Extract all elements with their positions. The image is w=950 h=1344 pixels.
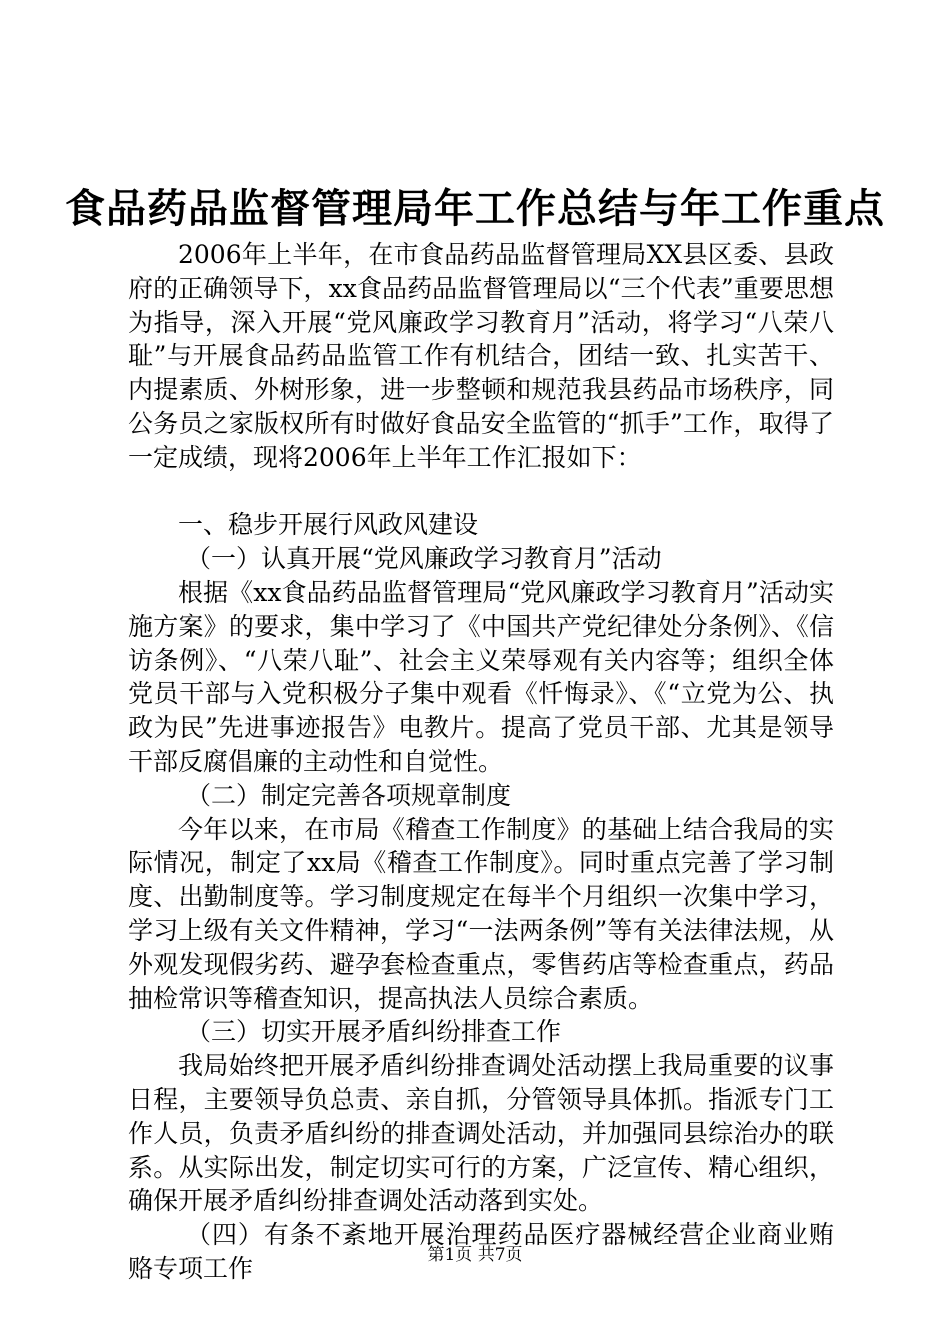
subsection-body-2: 今年以来，在市局《稽查工作制度》的基础上结合我局的实际情况，制定了xx局《稽查工作制度》。同时重点完善了学习制度、出勤制度等。学习制度规定在每半个月组织一次集中学习，学习上级有关文件精神，学习“一法两条例”等有关法律法规，从外观发现假劣药、避孕套检查重点，零售药店等检查重点，药品抽检常识等稽查知识，提高执法人员综合素质。 xyxy=(128,814,834,1013)
paragraph-spacer xyxy=(128,475,834,509)
section-heading-1: 一、稳步开展行风政风建设 xyxy=(178,510,479,540)
subsection-body-1: 根据《xx食品药品监督管理局“党风廉政学习教育月”活动实施方案》的要求，集中学习了《中国共产党纪律处分条例》、《信访条例》、“八荣八耻”、社会主义荣辱观有关内容等；组织全体党员干部与入党积极分子集中观看《忏悔录》、《“立党为公、执政为民”先进事迹报告》电教片。提高了党员干部、尤其是领导干部反腐倡廉的主动性和自觉性。 xyxy=(128,577,834,776)
subsection-heading-1: （一）认真开展“党风廉政学习教育月”活动 xyxy=(186,544,662,574)
intro-paragraph: 2006年上半年，在市食品药品监督管理局XX县区委、县政府的正确领导下，xx食品药品监督管理局以“三个代表”重要思想为指导，深入开展“党风廉政学习教育月”活动，将学习“八荣八耻”与开展食品药品监管工作有机结合，团结一致、扎实苦干、内提素质、外树形象，进一步整顿和规范我县药品市场秩序，同公务员之家版权所有时做好食品安全监管的“抓手”工作，取得了一定成绩，现将2006年上半年工作汇报如下： xyxy=(128,240,834,472)
document-title: 食品药品监督管理局年工作总结与年工作重点 xyxy=(65,185,885,232)
subsection-body-3: 我局始终把开展矛盾纠纷排查调处活动摆上我局重要的议事日程，主要领导负总责、亲自抓，分管领导具体抓。指派专门工作人员，负责矛盾纠纷的排查调处活动，并加强同县综治办的联系。从实际出发，制定切实可行的方案，广泛宣传、精心组织，确保开展矛盾纠纷排查调处活动落到实处。 xyxy=(128,1051,834,1216)
subsection-heading-2: （二）制定完善各项规章制度 xyxy=(186,780,512,810)
document-body xyxy=(128,238,834,1286)
subsection-heading-4: （四）有条不紊地开展治理药品医疗器械经营企业商业贿赂专项工作 xyxy=(128,1220,834,1283)
page-number-footer: 第1页 共7页 xyxy=(427,1245,523,1265)
subsection-heading-3: （三）切实开展矛盾纠纷排查工作 xyxy=(186,1017,562,1047)
